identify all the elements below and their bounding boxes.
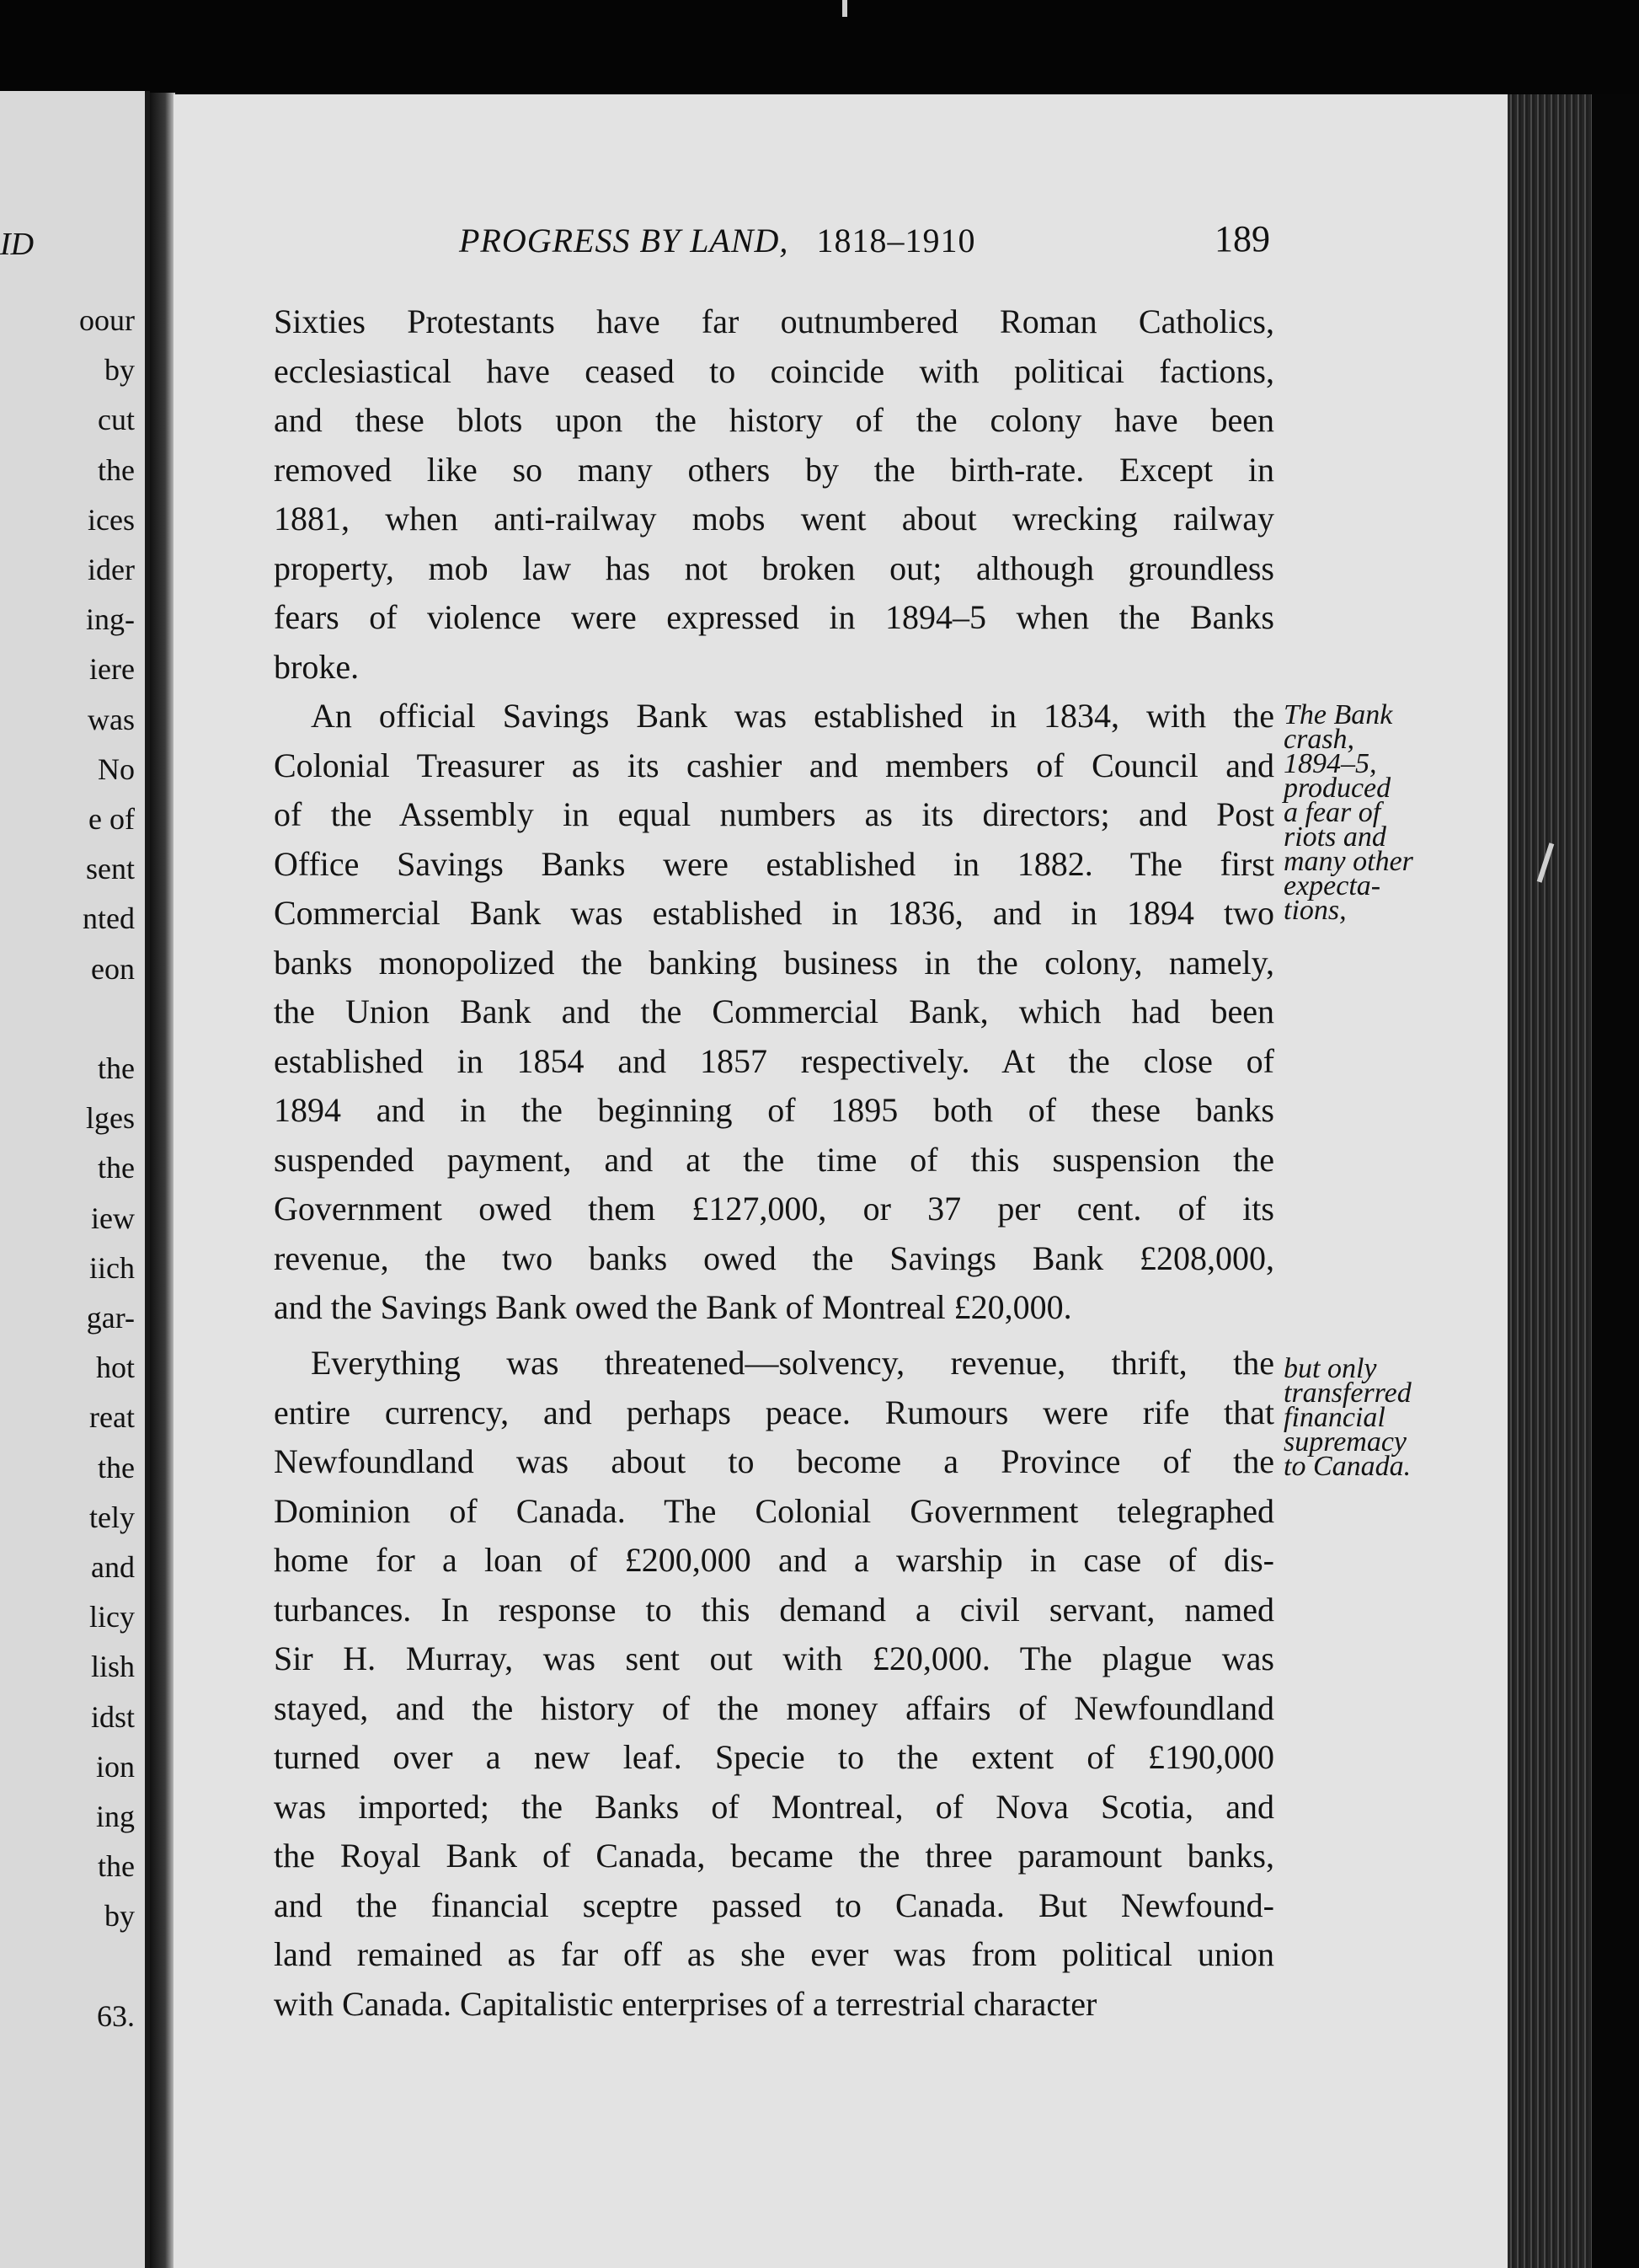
previous-page-line-fragment: was <box>88 702 135 736</box>
previous-page-line-fragment: idst <box>90 1699 135 1734</box>
previous-page-line-fragment: tely <box>89 1500 135 1534</box>
previous-page-line-fragment: the <box>98 1151 135 1185</box>
previous-page-line-fragment: e of <box>88 802 135 836</box>
scan-speck <box>842 0 847 17</box>
margin-note-line: 1894–5, <box>1284 748 1377 779</box>
previous-page-fragment <box>0 91 150 2268</box>
book-gutter <box>150 93 175 2268</box>
text-line: Everything was threatened—solvency, revenue, thrift, the <box>311 1344 1274 1382</box>
margin-note-line: many other <box>1284 846 1413 877</box>
text-line: the Royal Bank of Canada, became the three paramount banks, <box>274 1837 1274 1875</box>
page-number: 189 <box>1215 218 1270 259</box>
previous-page-line-fragment: by <box>104 353 135 388</box>
text-line: of the Assembly in equal numbers as its directors; and Post <box>274 795 1274 833</box>
margin-note-line: financial <box>1284 1402 1385 1433</box>
previous-page-line-fragment: iew <box>91 1201 135 1235</box>
previous-page-line-fragment: oour <box>79 303 135 337</box>
previous-page-line-fragment: cut <box>98 403 135 437</box>
previous-page-line-fragment: ices <box>88 502 135 537</box>
previous-page-line-fragment: lges <box>86 1101 135 1136</box>
previous-page-line-fragment: iere <box>89 652 135 687</box>
text-line: and these blots upon the history of the colony have been <box>274 401 1274 439</box>
text-line: and the financial sceptre passed to Canada. But Newfound- <box>274 1886 1274 1924</box>
running-head-years: 1818–1910 <box>816 222 976 259</box>
text-line: suspended payment, and at the time of this suspension the <box>274 1140 1274 1179</box>
previous-page-line-fragment: nted <box>83 901 135 936</box>
previous-page-line-fragment: eon <box>91 951 135 986</box>
previous-page-line-fragment: the <box>98 1849 135 1884</box>
page-edges-shadow <box>1592 94 1639 2268</box>
text-line: 1894 and in the beginning of 1895 both of these banks <box>274 1091 1274 1129</box>
previous-page-line-fragment: iich <box>89 1250 135 1285</box>
margin-note-line: expecta- <box>1284 870 1381 901</box>
margin-note-line: tions, <box>1284 895 1347 926</box>
text-line: Dominion of Canada. The Colonial Government telegraphed <box>274 1491 1274 1530</box>
running-head-title: PROGRESS BY LAND, <box>459 222 789 259</box>
margin-note-bank-crash <box>1284 699 1413 926</box>
text-line: revenue, the two banks owed the Savings Bank £208,000, <box>274 1238 1274 1277</box>
margin-note-line: riots and <box>1284 821 1386 853</box>
previous-page-line-fragment: the <box>98 1051 135 1085</box>
text-line: land remained as far off as she ever was from political union <box>274 1935 1274 1973</box>
margin-note-line: but only <box>1284 1353 1377 1384</box>
previous-page-line-fragment: reat <box>89 1400 135 1435</box>
previous-page-line-fragment: hot <box>95 1351 135 1385</box>
text-line: banks monopolized the banking business in the colony, namely, <box>274 943 1274 982</box>
margin-note-line: to Canada. <box>1284 1451 1412 1482</box>
previous-page-line-fragment: No <box>98 752 135 786</box>
text-line: home for a loan of £200,000 and a warship in case of dis- <box>274 1541 1274 1579</box>
margin-note-line: transferred <box>1284 1377 1412 1409</box>
previous-page-line-fragment: ion <box>95 1749 135 1784</box>
previous-page-line-fragment: gar- <box>86 1301 135 1335</box>
text-line: was imported; the Banks of Montreal, of Nova Scotia, and <box>274 1787 1274 1826</box>
text-line: Sixties Protestants have far outnumbered Roman Catholics, <box>274 302 1274 340</box>
text-line: broke. <box>274 647 360 686</box>
page-edges <box>1508 94 1592 2268</box>
previous-page-line-fragment: ider <box>88 553 135 586</box>
text-line: Sir H. Murray, was sent out with £20,000. The plague was <box>274 1639 1274 1677</box>
margin-note-line: crash, <box>1284 724 1355 755</box>
text-line: with Canada. Capitalistic enterprises of a terrestrial character <box>274 1984 1097 2023</box>
text-line: turned over a new leaf. Specie to the extent of £190,000 <box>274 1738 1274 1776</box>
text-line: Office Savings Banks were established in 1882. The first <box>274 844 1274 883</box>
margin-note-line: supremacy <box>1284 1426 1407 1458</box>
margin-note-line: produced <box>1284 773 1391 804</box>
text-line: Commercial Bank was established in 1836, and in 1894 two <box>274 894 1274 932</box>
previous-page-line-fragment: licy <box>89 1600 135 1634</box>
previous-page-line-fragment: ing <box>95 1800 135 1833</box>
previous-page-header: ID <box>0 227 35 262</box>
text-line: fears of violence were expressed in 1894–5 when the Banks <box>274 598 1274 636</box>
text-line: Newfoundland was about to become a Province of the <box>274 1442 1274 1480</box>
text-line: the Union Bank and the Commercial Bank, which had been <box>274 992 1274 1030</box>
previous-page-line-fragment: 63. <box>97 1998 135 2033</box>
text-line: established in 1854 and 1857 respectively. At the close of <box>274 1041 1274 1080</box>
text-line: Government owed them £127,000, or 37 per cent. of its <box>274 1190 1274 1228</box>
text-line: and the Savings Bank owed the Bank of Montreal £20,000. <box>274 1288 1072 1326</box>
previous-page-line-fragment: by <box>104 1899 135 1934</box>
previous-page-line-fragment: lish <box>90 1650 135 1684</box>
text-line: entire currency, and perhaps peace. Rumours were rife that <box>274 1393 1274 1431</box>
margin-note-line: The Bank <box>1284 699 1393 730</box>
previous-page-line-fragment: sent <box>86 852 135 886</box>
previous-page-line-fragment: the <box>98 452 135 487</box>
text-line: An official Savings Bank was established in 1834, with the <box>311 697 1274 735</box>
text-line: removed like so many others by the birth-rate. Except in <box>274 450 1274 489</box>
running-head <box>459 221 975 260</box>
text-line: ecclesiastical have ceased to coincide with politicai factions, <box>274 351 1274 390</box>
text-line: stayed, and the history of the money affairs of Newfoundland <box>274 1688 1274 1727</box>
text-line: 1881, when anti-railway mobs went about wrecking railway <box>274 500 1274 538</box>
margin-note-canada <box>1284 1353 1412 1482</box>
previous-page-line-fragment: and <box>91 1550 135 1584</box>
text-line: property, mob law has not broken out; although groundless <box>274 548 1274 587</box>
text-line: Colonial Treasurer as its cashier and members of Council and <box>274 746 1274 784</box>
previous-page-line-fragment: ing- <box>86 602 135 637</box>
margin-note-line: a fear of <box>1284 797 1381 828</box>
previous-page-line-fragment: the <box>98 1450 135 1484</box>
text-line: turbances. In response to this demand a civil servant, named <box>274 1590 1274 1629</box>
